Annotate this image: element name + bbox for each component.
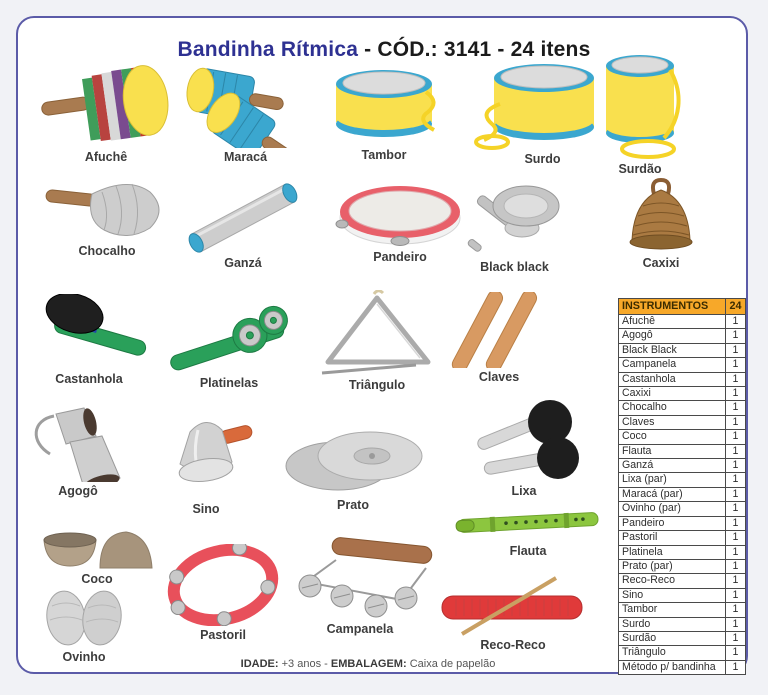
table-cell-name: Pastoril xyxy=(619,531,726,545)
instrument-maraca xyxy=(178,66,313,164)
table-row xyxy=(619,531,746,545)
prato-image xyxy=(280,420,426,496)
instrument-agogo xyxy=(18,400,138,498)
table-cell-name: Surdão xyxy=(619,631,726,645)
instrument-label: Maracá xyxy=(223,150,268,164)
table-cell-name: Agogô xyxy=(619,329,726,343)
instrument-label: Platinelas xyxy=(199,376,259,390)
agogo-image xyxy=(18,400,138,482)
instrument-reco-reco xyxy=(434,576,592,652)
platinelas-image xyxy=(160,294,298,374)
table-cell-qty: 1 xyxy=(726,372,746,386)
table-row xyxy=(619,588,746,602)
table-row xyxy=(619,343,746,357)
ovinho-image xyxy=(28,586,140,648)
title-product-name: Bandinha Rítmica xyxy=(177,38,359,61)
table-row xyxy=(619,545,746,559)
table-cell-qty: 1 xyxy=(726,487,746,501)
instruments-table xyxy=(618,298,746,675)
table-cell-qty: 1 xyxy=(726,358,746,372)
title-code: - CÓD.: 3141 - 24 itens xyxy=(358,38,591,61)
catalog-sheet xyxy=(16,16,748,674)
table-cell-qty: 1 xyxy=(726,660,746,674)
instrument-label: Pandeiro xyxy=(373,250,427,264)
campanela-image xyxy=(284,536,436,620)
maraca-image xyxy=(178,66,313,148)
table-cell-qty: 1 xyxy=(726,559,746,573)
table-cell-qty: 1 xyxy=(726,459,746,473)
instrument-lixa xyxy=(454,398,594,498)
table-row xyxy=(619,646,746,660)
instrument-label: Flauta xyxy=(509,544,547,558)
table-row xyxy=(619,444,746,458)
instrument-label: Campanela xyxy=(326,622,394,636)
table-cell-qty: 1 xyxy=(726,631,746,645)
table-row xyxy=(619,387,746,401)
instrument-label: Chocalho xyxy=(78,244,136,258)
caxixi-image xyxy=(610,178,712,254)
table-cell-qty: 1 xyxy=(726,617,746,631)
instrument-label: Sino xyxy=(192,502,220,516)
instrument-castanhola xyxy=(24,294,154,386)
instrument-label: Surdo xyxy=(524,152,561,166)
table-cell-name: Afuchê xyxy=(619,315,726,329)
footer-info xyxy=(138,658,598,670)
table-row xyxy=(619,603,746,617)
instrument-claves xyxy=(440,292,558,384)
table-row xyxy=(619,559,746,573)
instrument-flauta xyxy=(452,502,604,558)
table-cell-name: Black Black xyxy=(619,343,726,357)
coco-image xyxy=(36,524,158,570)
table-row xyxy=(619,329,746,343)
table-cell-name: Lixa (par) xyxy=(619,473,726,487)
instrument-sino xyxy=(150,406,262,516)
age-value: +3 anos - xyxy=(278,658,331,670)
table-cell-name: Coco xyxy=(619,430,726,444)
table-cell-name: Maracá (par) xyxy=(619,487,726,501)
pandeiro-image xyxy=(330,178,470,248)
table-row xyxy=(619,473,746,487)
instrument-ganza xyxy=(180,182,306,270)
instrument-label: Surdão xyxy=(618,162,662,176)
packaging-label: EMBALAGEM: xyxy=(330,658,407,670)
table-cell-qty: 1 xyxy=(726,516,746,530)
instrument-label: Reco-Reco xyxy=(480,638,546,652)
table-row xyxy=(619,660,746,674)
instrument-label: Ovinho xyxy=(62,650,106,664)
table-cell-qty: 1 xyxy=(726,646,746,660)
table-cell-name: Método p/ bandinha xyxy=(619,660,726,674)
table-header-name: INSTRUMENTOS xyxy=(619,299,726,315)
table-row xyxy=(619,415,746,429)
instrument-chocalho xyxy=(42,178,172,258)
instrument-coco xyxy=(36,524,158,586)
blackblack-image xyxy=(452,180,577,258)
instrument-platinelas xyxy=(160,294,298,390)
table-row xyxy=(619,430,746,444)
table-row xyxy=(619,358,746,372)
table-row xyxy=(619,459,746,473)
table-cell-qty: 1 xyxy=(726,574,746,588)
table-cell-name: Triângulo xyxy=(619,646,726,660)
table-row xyxy=(619,487,746,501)
pastoril-image xyxy=(154,544,292,626)
instrument-label: Ganzá xyxy=(224,256,262,270)
instrument-prato xyxy=(280,420,426,512)
age-label: IDADE: xyxy=(240,658,279,670)
afuche-image xyxy=(40,64,172,148)
instrument-blackblack xyxy=(452,180,577,274)
surdao-image xyxy=(584,50,696,160)
table-cell-qty: 1 xyxy=(726,387,746,401)
instrument-pandeiro xyxy=(330,178,470,264)
table-cell-name: Surdo xyxy=(619,617,726,631)
table-cell-qty: 1 xyxy=(726,545,746,559)
instrument-label: Coco xyxy=(81,572,113,586)
table-cell-qty: 1 xyxy=(726,444,746,458)
instrument-afuche xyxy=(40,64,172,164)
table-row xyxy=(619,401,746,415)
table-header-count: 24 xyxy=(726,299,746,315)
table-cell-qty: 1 xyxy=(726,329,746,343)
table-cell-name: Flauta xyxy=(619,444,726,458)
table-cell-name: Prato (par) xyxy=(619,559,726,573)
table-cell-qty: 1 xyxy=(726,343,746,357)
table-cell-qty: 1 xyxy=(726,502,746,516)
instrument-ovinho xyxy=(28,586,140,664)
instrument-caxixi xyxy=(610,178,712,270)
sino-image xyxy=(150,406,262,500)
instrument-label: Prato xyxy=(337,498,369,512)
table-cell-name: Reco-Reco xyxy=(619,574,726,588)
table-cell-qty: 1 xyxy=(726,588,746,602)
table-row xyxy=(619,372,746,386)
flauta-image xyxy=(452,502,604,542)
table-cell-qty: 1 xyxy=(726,531,746,545)
reco-reco-image xyxy=(434,576,592,636)
lixa-image xyxy=(454,398,594,482)
claves-image xyxy=(440,292,558,368)
table-cell-name: Castanhola xyxy=(619,372,726,386)
table-cell-qty: 1 xyxy=(726,603,746,617)
table-cell-name: Ganzá xyxy=(619,459,726,473)
castanhola-image xyxy=(24,294,154,370)
table-row xyxy=(619,617,746,631)
instrument-tambor xyxy=(320,60,448,162)
table-row xyxy=(619,574,746,588)
instrument-label: Agogô xyxy=(58,484,98,498)
ganza-image xyxy=(180,182,306,254)
table-cell-name: Tambor xyxy=(619,603,726,617)
table-row xyxy=(619,516,746,530)
instrument-label: Lixa xyxy=(511,484,537,498)
table-cell-name: Platinela xyxy=(619,545,726,559)
instrument-label: Castanhola xyxy=(55,372,123,386)
table-cell-name: Campanela xyxy=(619,358,726,372)
instrument-campanela xyxy=(284,536,436,636)
table-cell-qty: 1 xyxy=(726,315,746,329)
instrument-surdao xyxy=(584,50,696,176)
instrument-triangulo xyxy=(314,290,440,392)
table-cell-name: Pandeiro xyxy=(619,516,726,530)
instrument-label: Triângulo xyxy=(348,378,406,392)
instrument-label: Pastoril xyxy=(200,628,246,642)
table-cell-name: Ovinho (par) xyxy=(619,502,726,516)
instrument-label: Claves xyxy=(478,370,520,384)
instrument-label: Afuchê xyxy=(84,150,128,164)
table-cell-qty: 1 xyxy=(726,401,746,415)
table-cell-name: Chocalho xyxy=(619,401,726,415)
table-cell-qty: 1 xyxy=(726,430,746,444)
instrument-pastoril xyxy=(154,544,292,642)
instrument-label: Tambor xyxy=(361,148,407,162)
table-cell-name: Sino xyxy=(619,588,726,602)
table-body xyxy=(619,315,746,675)
triangulo-image xyxy=(314,290,440,376)
table-header-row xyxy=(619,299,746,315)
table-cell-qty: 1 xyxy=(726,415,746,429)
instrument-label: Caxixi xyxy=(642,256,680,270)
instrument-label: Black black xyxy=(480,260,549,274)
table-row xyxy=(619,631,746,645)
table-row xyxy=(619,315,746,329)
packaging-value: Caixa de papelão xyxy=(406,658,496,670)
table-cell-name: Claves xyxy=(619,415,726,429)
chocalho-image xyxy=(42,178,172,242)
table-cell-qty: 1 xyxy=(726,473,746,487)
table-cell-name: Caxixi xyxy=(619,387,726,401)
table-row xyxy=(619,502,746,516)
tambor-image xyxy=(320,60,448,146)
